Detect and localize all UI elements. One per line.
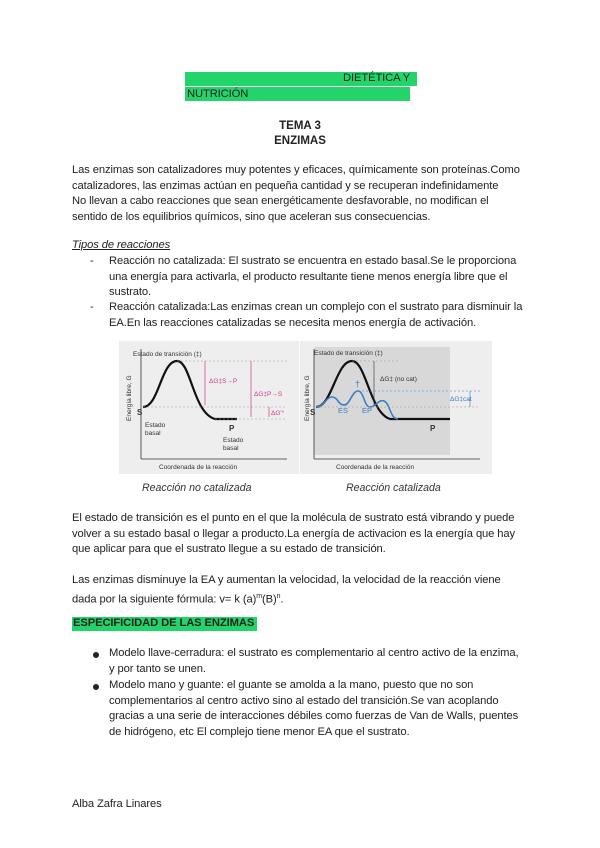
uncatalyzed-diagram [119,341,299,474]
catalyzed-diagram [300,341,492,474]
intro-line: No llevan a cabo reacciones que sean energéticamente desfavorable, no modifican el [72,195,489,208]
formula-text: dada por la siguiente fórmula: v= k (a) [72,593,257,606]
transicion-paragraph [72,511,542,558]
estado-basal-s-2: basal [145,430,161,437]
tipos-item-1 [109,254,539,301]
dg-sp-label: ΔG‡S→P [209,378,238,385]
caption-uncatalyzed: Reacción no catalizada [142,482,252,494]
y-axis-label: Energía libre, G [126,375,133,421]
intro-line: sentido de los equilibrios químicos, sino que aceleran sus consecuencias. [72,210,431,223]
bullet-dash: - [90,255,94,267]
bullet-dash: - [90,301,94,313]
p-label: P [430,424,436,433]
y-axis-label: Energía libre, G [304,375,311,421]
x-axis-label: Coordenada de la reacción [336,464,415,471]
es-label: ES [338,406,349,415]
bullet-dot [93,652,99,658]
especificidad-item-2-line: gracias a una serie de interacciones débiles como fuerzas de Van de Walls, puentes [109,710,519,723]
transicion-line: volver a su estado basal o llegar a producto.La energía de activacion es la energía que hay [72,527,516,540]
intro-paragraph [72,163,532,225]
subject-line-1: DIETÉTICA Y [343,72,411,84]
dg-uncat-label: ΔG‡ (no cat) [380,376,417,383]
velocidad-formula-line [72,589,542,608]
s-label: S [310,408,316,417]
s-label: S [137,408,143,417]
dg-prime-label: ΔG'° [271,410,285,417]
transicion-line: que aplicar para que el sustrato llegue a su estado de transición. [72,543,386,556]
formula-sup-n: n [276,592,281,600]
caption-catalyzed: Reacción catalizada [346,482,441,494]
dagger-mark: † [355,379,361,389]
formula-text-b: (B) [261,593,277,606]
especificidad-item-2-line: de hidrógeno, etc El complejo tiene menor EA que el sustrato. [109,725,410,738]
velocidad-paragraph [72,573,542,608]
especificidad-item-1-line: y por tanto se unen. [109,662,206,675]
intro-line: catalizadores, las enzimas actúan en pequeña cantidad y se recuperan indefinidamente [72,179,499,192]
formula-period: . [280,593,284,606]
tipos-item-2-line: Reacción catalizada:Las enzimas crean un complejo con el sustrato para disminuir la [109,301,523,313]
especificidad-heading: ESPECIFICIDAD DE LAS ENZIMAS [73,617,255,629]
especificidad-item-2-line: complementarios al centro activo sino al estado del transición.Se van acoplando [109,694,499,707]
ep-label: EP [362,406,373,415]
velocidad-line: Las enzimas disminuye la EA y aumentan la velocidad, la velocidad de la reacción viene [72,574,501,586]
transition-label: Estado de transición (‡) [133,351,202,358]
estado-basal-s: Estado [145,422,166,429]
energy-curve [143,361,237,419]
especificidad-item-1 [109,646,539,677]
especificidad-item-1-line: Modelo llave-cerradura: el sustrato es complementario al centro activo de la enzima, [109,647,519,659]
x-axis-label: Coordenada de la reacción [159,464,238,471]
page-title: ENZIMAS [274,135,326,147]
tipos-item-1-line: Reacción no catalizada: El sustrato se encuentra en estado basal.Se le proporciona [109,255,517,267]
dg-cat-label: ΔG‡cat [450,396,472,403]
transition-label: Estado de transición (‡) [314,350,383,357]
transicion-line: El estado de transición es el punto en el que la molécula de sustrato está vibrando y puede [72,512,515,524]
p-label: P [229,424,235,433]
figure-uncatalyzed [119,341,299,474]
figure-catalyzed [300,341,492,474]
tipos-item-2-line: EA.En las reacciones catalizadas se necesita menos energía de activación. [109,316,477,329]
bullet-dot [93,684,99,690]
subject-line-2: NUTRICIÓN [187,88,249,100]
tipos-item-1-line: sustrato. [109,286,152,299]
intro-line: Las enzimas son catalizadores muy potentes y eficaces, químicamente son proteínas.Como [72,164,520,176]
formula-sup-m: m [256,592,262,600]
estado-basal-p: Estado [223,437,244,444]
especificidad-item-2 [109,678,539,740]
tipos-heading: Tipos de reacciones [72,239,171,251]
especificidad-item-2-line: Modelo mano y guante: el guante se amolda a la mano, puesto que no son [109,679,474,691]
tipos-item-2 [109,300,539,331]
estado-basal-p-2: basal [223,445,239,452]
tema-number: TEMA 3 [279,120,321,132]
dg-ps-label: ΔG‡P→S [254,391,283,398]
tipos-item-1-line: una energía para activarla, el producto resultante tiene menos energía libre que el [109,270,508,283]
footer-author: Alba Zafra Linares [72,798,162,810]
